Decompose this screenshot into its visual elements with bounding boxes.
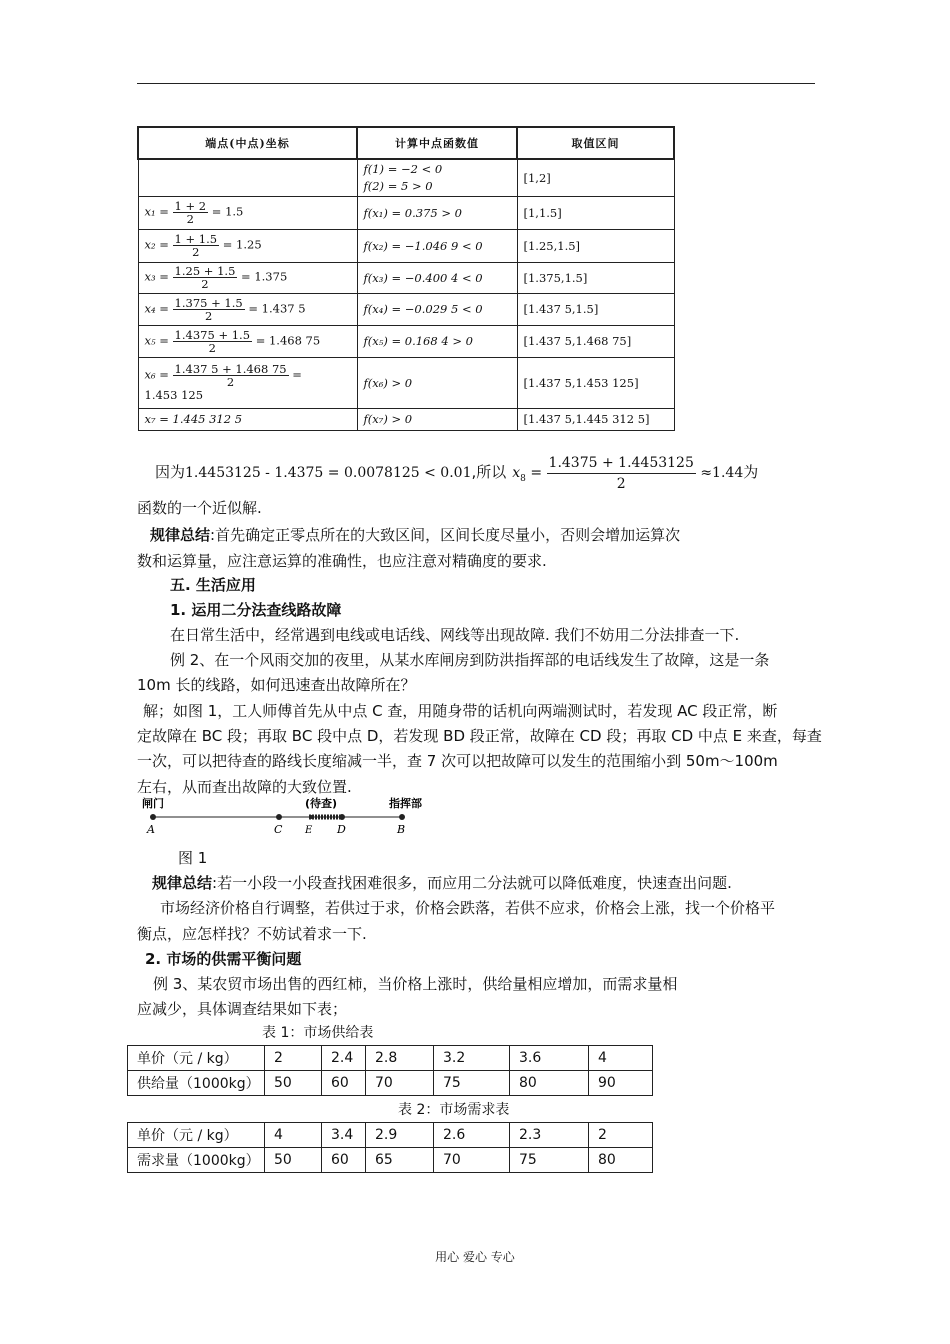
table-row bbox=[138, 408, 674, 430]
interval-cell: [1.25,1.5] bbox=[517, 229, 674, 262]
market-paragraph-cont: 衡点，应怎样找？不妨试着求一下. bbox=[137, 925, 367, 943]
point-d bbox=[339, 814, 345, 820]
conclusion-line: 因为1.4453125 - 1.4375 = 0.0078125 < 0.01,所以 $x_8$ = $\frac{1.4375 + 1.4453125}{2}$ ≈1.44为 bbox=[155, 454, 759, 492]
col-header-value: 计算中点函数值 bbox=[357, 127, 517, 159]
coord-cell bbox=[138, 159, 357, 196]
summary-1: 规律总结:首先确定正零点所在的大致区间，区间长度尽量小，否则会增加运算次 bbox=[150, 526, 681, 544]
value-cell bbox=[357, 159, 517, 196]
interval-cell: [1.437 5,1.468 75] bbox=[517, 325, 674, 357]
table-row bbox=[138, 159, 674, 196]
value-cell: f(x₅) = 0.168 4 > 0 bbox=[357, 325, 517, 357]
point-e bbox=[309, 815, 313, 819]
table-header-row bbox=[138, 127, 674, 159]
table-row bbox=[138, 357, 674, 408]
figure-1-caption: 图 1 bbox=[178, 849, 208, 867]
example-2-cont: 10m 长的线路，如何迅速查出故障所在？ bbox=[137, 676, 416, 694]
table-1-caption: 表 1：市场供给表 bbox=[262, 1025, 374, 1041]
coord-cell: x₅ = $\frac{1.4375 + 1.5}{2}$ = 1.468 75 bbox=[138, 325, 357, 357]
summary-2: 规律总结:若一小段一小段查找困难很多，而应用二分法就可以降低难度，快速查出问题. bbox=[152, 874, 732, 892]
value-line: f(1) = −2 < 0 bbox=[363, 161, 443, 176]
label-hq: 指挥部 bbox=[389, 797, 422, 810]
label-a: A bbox=[147, 823, 155, 836]
table-2-caption: 表 2：市场需求表 bbox=[398, 1102, 510, 1118]
label-d: D bbox=[337, 823, 346, 836]
solution: 解；如图 1，工人师傅首先从中点 C 查，用随身带的话机向两端测试时，若发现 AC 段正常，断 bbox=[143, 702, 778, 720]
solution-cont: 一次，可以把待查的路线长度缩减一半，查 7 次可以把故障可以发生的范围缩小到 50m～100m bbox=[137, 752, 778, 770]
label-b: B bbox=[397, 823, 406, 836]
header-rule bbox=[137, 83, 815, 84]
figure-1-diagram bbox=[137, 795, 437, 845]
interval-cell: [1.437 5,1.445 312 5] bbox=[517, 408, 674, 430]
page-footer: 用心 爱心 专心 bbox=[435, 1250, 515, 1264]
subsection-1-title: 1. 运用二分法查线路故障 bbox=[170, 601, 342, 619]
value-cell: f(x₁) = 0.375 > 0 bbox=[357, 196, 517, 229]
table-row bbox=[138, 293, 674, 325]
x8-fraction: $\frac{1.4375 + 1.4453125}{2}$ bbox=[548, 454, 694, 492]
point-b bbox=[399, 814, 405, 820]
conclusion-line2: 函数的一个近似解. bbox=[137, 499, 262, 517]
value-cell: f(x₂) = −1.046 9 < 0 bbox=[357, 229, 517, 262]
table-row bbox=[138, 196, 674, 229]
label-e: E bbox=[305, 825, 313, 836]
coord-cell: x₆ = $\frac{1.437 5 + 1.468 75}{2}$ = 1.453 125 bbox=[138, 357, 357, 408]
coord-cell: x₁ = $\frac{1 + 2}{2}$ = 1.5 bbox=[138, 196, 357, 229]
table-row: 单价（元 / kg） 4 3.4 2.9 2.6 2.3 2 bbox=[128, 1123, 653, 1148]
value-cell: f(x₆) > 0 bbox=[357, 357, 517, 408]
supply-table bbox=[127, 1045, 653, 1096]
col-header-coord: 端点(中点)坐标 bbox=[138, 127, 357, 159]
bisection-table bbox=[137, 126, 675, 431]
label-pending: (待查) bbox=[305, 797, 338, 810]
coord-cell: x₄ = $\frac{1.375 + 1.5}{2}$ = 1.437 5 bbox=[138, 293, 357, 325]
col-header-interval: 取值区间 bbox=[517, 127, 674, 159]
difference-expression: 1.4453125 - 1.4375 = 0.0078125 < 0.01 bbox=[185, 465, 472, 481]
section-5-title: 五. 生活应用 bbox=[170, 576, 256, 594]
table-row bbox=[138, 262, 674, 293]
demand-table bbox=[127, 1122, 653, 1173]
solution-cont: 左右，从而查出故障的大致位置. bbox=[137, 778, 352, 796]
solution-cont: 定故障在 BC 段；再取 BC 段中点 D，若发现 BD 段正常，故障在 CD 段；再取 CD 中点 E 来查，每查 bbox=[137, 727, 822, 745]
value-cell: f(x₇) > 0 bbox=[357, 408, 517, 430]
interval-cell: [1.375,1.5] bbox=[517, 262, 674, 293]
value-cell: f(x₃) = −0.400 4 < 0 bbox=[357, 262, 517, 293]
example-3-cont: 应减少，具体调查结果如下表； bbox=[137, 1000, 348, 1018]
interval-cell: [1.437 5,1.453 125] bbox=[517, 357, 674, 408]
coord-cell: x₇ = 1.445 312 5 bbox=[138, 408, 357, 430]
subsection-2-title: 2. 市场的供需平衡问题 bbox=[145, 950, 302, 968]
example-3: 例 3、某农贸市场出售的西红柿，当价格上涨时，供给量相应增加，而需求量相 bbox=[153, 975, 678, 993]
label-gate: 闸门 bbox=[142, 797, 164, 810]
table-row: 单价（元 / kg） 2 2.4 2.8 3.2 3.6 4 bbox=[128, 1046, 653, 1071]
table-row bbox=[138, 229, 674, 262]
market-paragraph: 市场经济价格自行调整，若供过于求，价格会跌落，若供不应求，价格会上涨，找一个价格平 bbox=[160, 899, 776, 917]
coord-cell: x₂ = $\frac{1 + 1.5}{2}$ = 1.25 bbox=[138, 229, 357, 262]
interval-cell: [1,2] bbox=[517, 159, 674, 196]
point-a bbox=[150, 814, 156, 820]
example-2: 例 2、在一个风雨交加的夜里，从某水库闸房到防洪指挥部的电话线发生了故障，这是一条 bbox=[170, 651, 770, 669]
interval-cell: [1,1.5] bbox=[517, 196, 674, 229]
interval-cell: [1.437 5,1.5] bbox=[517, 293, 674, 325]
value-cell: f(x₄) = −0.029 5 < 0 bbox=[357, 293, 517, 325]
point-c bbox=[276, 814, 282, 820]
value-line: f(2) = 5 > 0 bbox=[363, 178, 433, 193]
summary-1-cont: 数和运算量，应注意运算的准确性，也应注意对精确度的要求. bbox=[137, 552, 547, 570]
paragraph: 在日常生活中，经常遇到电线或电话线、网线等出现故障. 我们不妨用二分法排查一下. bbox=[170, 626, 740, 644]
table-row: 供给量（1000kg） 50 60 70 75 80 90 bbox=[128, 1071, 653, 1096]
label-c: C bbox=[274, 823, 283, 836]
table-row: 需求量（1000kg） 50 60 65 70 75 80 bbox=[128, 1148, 653, 1173]
coord-cell: x₃ = $\frac{1.25 + 1.5}{2}$ = 1.375 bbox=[138, 262, 357, 293]
table-row bbox=[138, 325, 674, 357]
